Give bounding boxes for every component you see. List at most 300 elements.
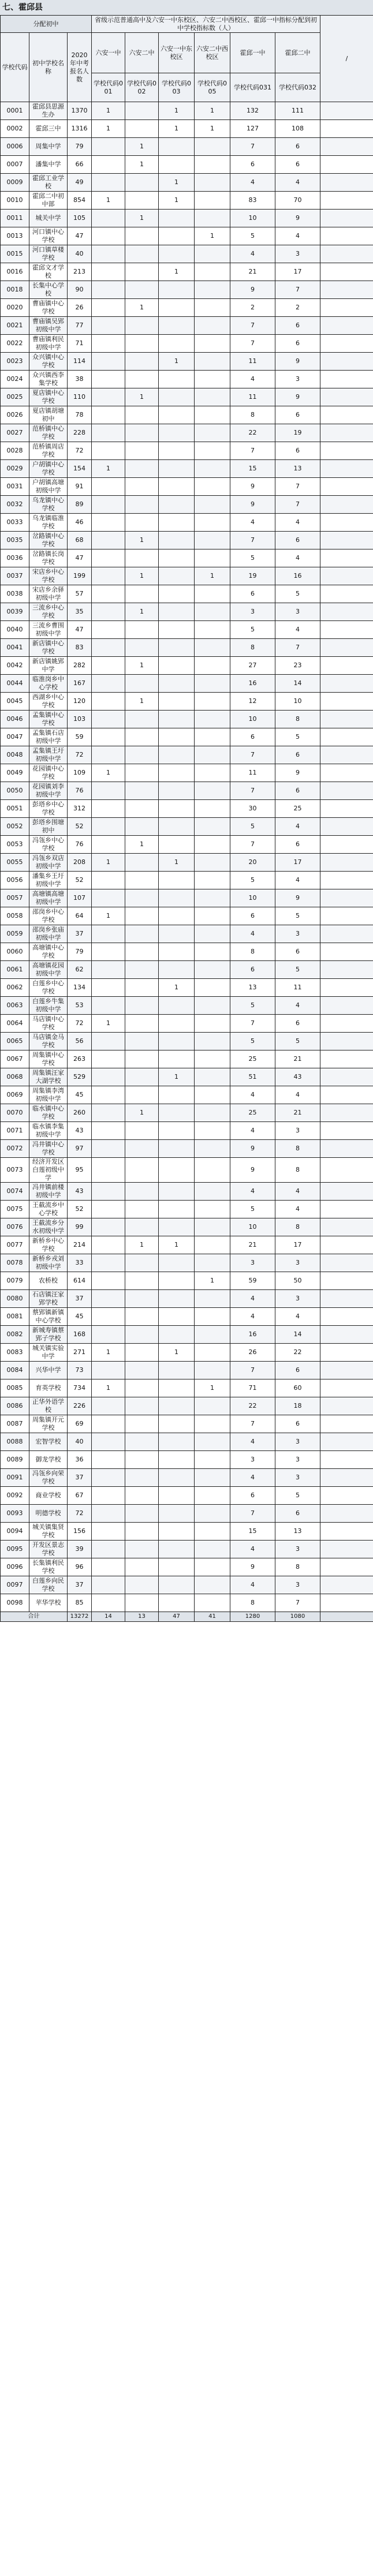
- table-row: [1, 889, 373, 907]
- quota-cell: 4: [230, 925, 275, 943]
- quota-cell: [159, 1033, 195, 1050]
- quota-cell: [159, 514, 195, 532]
- quota-cell: [159, 585, 195, 603]
- quota-cell: 1: [125, 567, 159, 585]
- row-count: 52: [68, 818, 92, 836]
- row-code: 0028: [1, 442, 29, 460]
- quota-cell: 6: [275, 746, 320, 764]
- quota-cell: 3: [275, 245, 320, 263]
- quota-cell: [195, 549, 230, 567]
- quota-cell: [159, 567, 195, 585]
- row-count: 72: [68, 1015, 92, 1033]
- row-count: 46: [68, 514, 92, 532]
- quota-cell: [92, 1068, 125, 1086]
- table-row: [1, 1505, 373, 1523]
- table-row: [1, 120, 373, 138]
- empty-cell: [320, 1576, 373, 1594]
- quota-cell: [125, 1050, 159, 1068]
- quota-cell: 4: [275, 1308, 320, 1326]
- quota-cell: [195, 1415, 230, 1433]
- quota-cell: 3: [275, 925, 320, 943]
- row-count: 64: [68, 907, 92, 925]
- row-name: 王截流乡中心学校: [29, 1201, 68, 1218]
- empty-cell: [320, 1015, 373, 1033]
- quota-cell: 3: [275, 1541, 320, 1558]
- quota-cell: [159, 1451, 195, 1469]
- quota-cell: [92, 1254, 125, 1272]
- quota-cell: [92, 1362, 125, 1379]
- quota-cell: 9: [275, 353, 320, 371]
- quota-cell: 70: [275, 192, 320, 210]
- quota-cell: [195, 1505, 230, 1523]
- quota-cell: [195, 1594, 230, 1612]
- table-row: [1, 1068, 373, 1086]
- table-row: [1, 210, 373, 227]
- row-name: 周集镇李湾初级中学: [29, 1086, 68, 1104]
- row-count: 43: [68, 1183, 92, 1201]
- table-row: [1, 532, 373, 549]
- quota-cell: [159, 549, 195, 567]
- row-code: 0032: [1, 496, 29, 514]
- quota-cell: [159, 1104, 195, 1122]
- row-count: 40: [68, 1433, 92, 1451]
- quota-cell: [125, 406, 159, 424]
- row-name: 范桥镇中心学校: [29, 424, 68, 442]
- row-count: 99: [68, 1218, 92, 1236]
- quota-cell: 8: [230, 639, 275, 657]
- row-code: 0044: [1, 675, 29, 693]
- table-row: [1, 711, 373, 728]
- quota-cell: [125, 227, 159, 245]
- quota-cell: [92, 782, 125, 800]
- quota-cell: [92, 1558, 125, 1576]
- row-count: 134: [68, 979, 92, 997]
- quota-cell: [92, 317, 125, 335]
- quota-cell: [125, 496, 159, 514]
- empty-cell: [320, 335, 373, 353]
- quota-cell: 10: [275, 693, 320, 711]
- row-count: 529: [68, 1068, 92, 1086]
- row-count: 85: [68, 1594, 92, 1612]
- empty-cell: [320, 1487, 373, 1505]
- quota-cell: [159, 889, 195, 907]
- quota-cell: 16: [230, 1326, 275, 1344]
- empty-cell: [320, 997, 373, 1015]
- quota-cell: [159, 371, 195, 388]
- quota-cell: [125, 854, 159, 872]
- quota-cell: [92, 1541, 125, 1558]
- quota-cell: [125, 1558, 159, 1576]
- table-row: [1, 281, 373, 299]
- quota-cell: [92, 532, 125, 549]
- row-count: 312: [68, 800, 92, 818]
- quota-cell: [125, 245, 159, 263]
- empty-cell: [320, 102, 373, 120]
- quota-cell: 5: [230, 997, 275, 1015]
- quota-cell: 4: [275, 174, 320, 192]
- total-cell: 1280: [230, 1612, 275, 1622]
- quota-cell: [195, 1344, 230, 1362]
- quota-cell: [195, 1033, 230, 1050]
- quota-cell: 1: [125, 156, 159, 174]
- quota-cell: [195, 1122, 230, 1140]
- row-name: 曹庙镇利民初级中学: [29, 335, 68, 353]
- empty-cell: [320, 478, 373, 496]
- row-code: 0088: [1, 1433, 29, 1451]
- row-count: 282: [68, 657, 92, 675]
- quota-cell: [92, 406, 125, 424]
- quota-cell: [92, 353, 125, 371]
- quota-cell: [92, 496, 125, 514]
- row-code: 0011: [1, 210, 29, 227]
- row-code: 0097: [1, 1576, 29, 1594]
- row-count: 1316: [68, 120, 92, 138]
- quota-cell: [195, 1140, 230, 1158]
- row-code: 0020: [1, 299, 29, 317]
- quota-cell: [92, 657, 125, 675]
- row-count: 37: [68, 1469, 92, 1487]
- row-count: 120: [68, 693, 92, 711]
- row-count: 56: [68, 1033, 92, 1050]
- total-cell: 41: [195, 1612, 230, 1622]
- empty-cell: [320, 1433, 373, 1451]
- row-code: 0098: [1, 1594, 29, 1612]
- empty-cell: [320, 1397, 373, 1415]
- quota-cell: 27: [230, 657, 275, 675]
- table-row: [1, 1379, 373, 1397]
- quota-cell: [92, 514, 125, 532]
- quota-cell: 59: [230, 1272, 275, 1290]
- quota-cell: [92, 1033, 125, 1050]
- row-code: 0075: [1, 1201, 29, 1218]
- row-count: 52: [68, 1201, 92, 1218]
- table-row: [1, 693, 373, 711]
- row-code: 0033: [1, 514, 29, 532]
- quota-cell: 7: [230, 836, 275, 854]
- empty-cell: [320, 1505, 373, 1523]
- table-row: [1, 1272, 373, 1290]
- empty-cell: [320, 1612, 373, 1622]
- quota-cell: 9: [230, 1558, 275, 1576]
- quota-cell: [159, 335, 195, 353]
- quota-cell: [125, 1362, 159, 1379]
- table-row: [1, 1086, 373, 1104]
- table-row: [1, 514, 373, 532]
- quota-cell: [92, 1140, 125, 1158]
- quota-cell: 3: [275, 1576, 320, 1594]
- empty-cell: [320, 764, 373, 782]
- quota-cell: [92, 1086, 125, 1104]
- quota-cell: 15: [230, 1523, 275, 1541]
- row-name: 冯瓴乡双店初级中学: [29, 854, 68, 872]
- quota-cell: 1: [92, 120, 125, 138]
- quota-cell: 83: [230, 192, 275, 210]
- row-count: 71: [68, 335, 92, 353]
- row-code: 0042: [1, 657, 29, 675]
- row-count: 79: [68, 138, 92, 156]
- quota-cell: [125, 1068, 159, 1086]
- quota-cell: [159, 1505, 195, 1523]
- quota-cell: 9: [275, 889, 320, 907]
- empty-cell: [320, 621, 373, 639]
- quota-cell: [125, 120, 159, 138]
- empty-cell: [320, 1033, 373, 1050]
- empty-cell: [320, 907, 373, 925]
- empty-cell: [320, 675, 373, 693]
- quota-cell: [92, 1326, 125, 1344]
- quota-cell: [92, 621, 125, 639]
- row-name: 兴华中学: [29, 1362, 68, 1379]
- quota-cell: [125, 1433, 159, 1451]
- row-code: 0053: [1, 836, 29, 854]
- row-count: 67: [68, 1487, 92, 1505]
- quota-cell: 6: [230, 907, 275, 925]
- row-count: 105: [68, 210, 92, 227]
- table-row: [1, 1140, 373, 1158]
- col-code-header: 学校代码: [1, 33, 29, 102]
- row-name: 新城寿镇蔡郢子学校: [29, 1326, 68, 1344]
- quota-cell: 5: [275, 907, 320, 925]
- quota-cell: 60: [275, 1379, 320, 1397]
- quota-cell: 10: [230, 889, 275, 907]
- quota-cell: [159, 1086, 195, 1104]
- row-count: 228: [68, 424, 92, 442]
- school-header: 六安一中: [92, 33, 125, 73]
- quota-cell: [195, 1086, 230, 1104]
- school-code-header: 学校代码003: [159, 73, 195, 102]
- quota-cell: [195, 1558, 230, 1576]
- quota-cell: [159, 1594, 195, 1612]
- row-code: 0023: [1, 353, 29, 371]
- row-code: 0052: [1, 818, 29, 836]
- row-count: 214: [68, 1236, 92, 1254]
- quota-cell: 3: [275, 1451, 320, 1469]
- quota-cell: 6: [275, 442, 320, 460]
- row-code: 0024: [1, 371, 29, 388]
- table-row: [1, 156, 373, 174]
- quota-cell: [125, 675, 159, 693]
- row-code: 0029: [1, 460, 29, 478]
- row-code: 0093: [1, 1505, 29, 1523]
- quota-cell: 18: [275, 1397, 320, 1415]
- quota-cell: 10: [230, 711, 275, 728]
- quota-cell: 1: [195, 1272, 230, 1290]
- quota-cell: 5: [230, 227, 275, 245]
- row-code: 0027: [1, 424, 29, 442]
- quota-cell: 11: [230, 388, 275, 406]
- quota-cell: [195, 514, 230, 532]
- quota-cell: [159, 1397, 195, 1415]
- quota-cell: [159, 245, 195, 263]
- row-code: 0092: [1, 1487, 29, 1505]
- quota-cell: 8: [275, 1558, 320, 1576]
- quota-cell: [195, 299, 230, 317]
- empty-cell: [320, 406, 373, 424]
- quota-cell: 4: [275, 621, 320, 639]
- empty-cell: [320, 1183, 373, 1201]
- quota-cell: [195, 1158, 230, 1183]
- quota-cell: [195, 1201, 230, 1218]
- quota-cell: 5: [230, 872, 275, 889]
- row-name: 白莲乡中心学校: [29, 979, 68, 997]
- row-name: 花园镇刘李初级中学: [29, 782, 68, 800]
- quota-cell: 14: [275, 675, 320, 693]
- quota-cell: 3: [275, 1290, 320, 1308]
- quota-cell: [195, 854, 230, 872]
- row-count: 40: [68, 245, 92, 263]
- quota-cell: 1: [125, 836, 159, 854]
- table-row: [1, 388, 373, 406]
- row-code: 0002: [1, 120, 29, 138]
- quota-cell: [195, 979, 230, 997]
- quota-cell: [92, 1236, 125, 1254]
- quota-cell: [195, 1104, 230, 1122]
- row-name: 石店镇汪家郢学校: [29, 1290, 68, 1308]
- quota-cell: [92, 1158, 125, 1183]
- total-cell: 1080: [275, 1612, 320, 1622]
- quota-cell: [92, 1050, 125, 1068]
- empty-cell: [320, 711, 373, 728]
- quota-cell: 1: [159, 353, 195, 371]
- quota-cell: [195, 1576, 230, 1594]
- row-count: 76: [68, 782, 92, 800]
- quota-cell: [195, 478, 230, 496]
- quota-cell: 132: [230, 102, 275, 120]
- empty-cell: [320, 156, 373, 174]
- quota-cell: 1: [92, 764, 125, 782]
- quota-cell: 4: [275, 549, 320, 567]
- row-count: 263: [68, 1050, 92, 1068]
- row-count: 114: [68, 353, 92, 371]
- quota-cell: [159, 711, 195, 728]
- row-count: 110: [68, 388, 92, 406]
- quota-cell: [125, 424, 159, 442]
- row-name: 冯瓴乡中心学校: [29, 836, 68, 854]
- quota-cell: 7: [230, 138, 275, 156]
- quota-cell: 1: [92, 1015, 125, 1033]
- empty-cell: [320, 442, 373, 460]
- row-count: 156: [68, 1523, 92, 1541]
- row-count: 199: [68, 567, 92, 585]
- quota-cell: [125, 1326, 159, 1344]
- quota-cell: [92, 1201, 125, 1218]
- quota-cell: [159, 138, 195, 156]
- quota-cell: 7: [230, 1015, 275, 1033]
- quota-cell: [159, 532, 195, 549]
- quota-cell: [125, 711, 159, 728]
- table-row: [1, 675, 373, 693]
- empty-cell: [320, 1326, 373, 1344]
- table-row: [1, 1326, 373, 1344]
- quota-cell: [92, 711, 125, 728]
- quota-cell: 51: [230, 1068, 275, 1086]
- school-code-header: 学校代码031: [230, 73, 275, 102]
- empty-cell: [320, 1050, 373, 1068]
- quota-cell: 1: [125, 210, 159, 227]
- row-name: 三流乡曹围初级中学: [29, 621, 68, 639]
- row-count: 66: [68, 156, 92, 174]
- row-name: 经济开发区白莲初级中学: [29, 1158, 68, 1183]
- quota-cell: 6: [230, 585, 275, 603]
- quota-cell: [159, 1415, 195, 1433]
- empty-cell: [320, 1272, 373, 1290]
- row-code: 0078: [1, 1254, 29, 1272]
- table-row: [1, 227, 373, 245]
- quota-cell: 1: [92, 460, 125, 478]
- col-name-header: 初中学校名称: [29, 33, 68, 102]
- row-count: 53: [68, 997, 92, 1015]
- quota-cell: [195, 621, 230, 639]
- quota-cell: [92, 836, 125, 854]
- quota-cell: [125, 1576, 159, 1594]
- row-name: 新桥乡戎刘初级中学: [29, 1254, 68, 1272]
- row-count: 38: [68, 371, 92, 388]
- empty-cell: [320, 388, 373, 406]
- quota-cell: 21: [230, 263, 275, 281]
- section-title: 七、霍邱县: [0, 0, 373, 15]
- table-row: [1, 245, 373, 263]
- row-name: 高塘镇中心学校: [29, 943, 68, 961]
- row-name: 霍邱三中: [29, 120, 68, 138]
- quota-cell: [159, 997, 195, 1015]
- row-count: 37: [68, 1290, 92, 1308]
- table-row: [1, 961, 373, 979]
- row-count: 43: [68, 1122, 92, 1140]
- quota-cell: 6: [275, 1505, 320, 1523]
- quota-cell: [125, 174, 159, 192]
- quota-cell: 4: [230, 1469, 275, 1487]
- quota-cell: [92, 210, 125, 227]
- row-count: 154: [68, 460, 92, 478]
- empty-cell: [320, 1308, 373, 1326]
- quota-cell: [195, 889, 230, 907]
- row-code: 0047: [1, 728, 29, 746]
- quota-cell: [195, 174, 230, 192]
- row-name: 白莲乡牛集初级中学: [29, 997, 68, 1015]
- quota-cell: [125, 639, 159, 657]
- quota-cell: 14: [275, 1326, 320, 1344]
- quota-cell: 50: [275, 1272, 320, 1290]
- quota-cell: 5: [275, 1033, 320, 1050]
- quota-cell: [92, 1576, 125, 1594]
- quota-cell: [92, 1397, 125, 1415]
- row-name: 城关中学: [29, 210, 68, 227]
- quota-cell: [159, 639, 195, 657]
- quota-cell: [125, 1015, 159, 1033]
- quota-cell: [159, 621, 195, 639]
- empty-cell: [320, 1236, 373, 1254]
- row-count: 59: [68, 728, 92, 746]
- quota-cell: 7: [275, 496, 320, 514]
- empty-cell: [320, 263, 373, 281]
- quota-cell: [125, 979, 159, 997]
- quota-cell: 5: [230, 1033, 275, 1050]
- row-count: 49: [68, 174, 92, 192]
- table-row: [1, 907, 373, 925]
- quota-cell: [92, 1415, 125, 1433]
- row-count: 57: [68, 585, 92, 603]
- quota-cell: [195, 603, 230, 621]
- quota-cell: 25: [230, 1104, 275, 1122]
- quota-cell: [195, 943, 230, 961]
- quota-cell: [125, 1158, 159, 1183]
- total-cell: 47: [159, 1612, 195, 1622]
- row-code: 0068: [1, 1068, 29, 1086]
- quota-cell: [92, 979, 125, 997]
- table-row: [1, 567, 373, 585]
- row-count: 45: [68, 1086, 92, 1104]
- row-count: 213: [68, 263, 92, 281]
